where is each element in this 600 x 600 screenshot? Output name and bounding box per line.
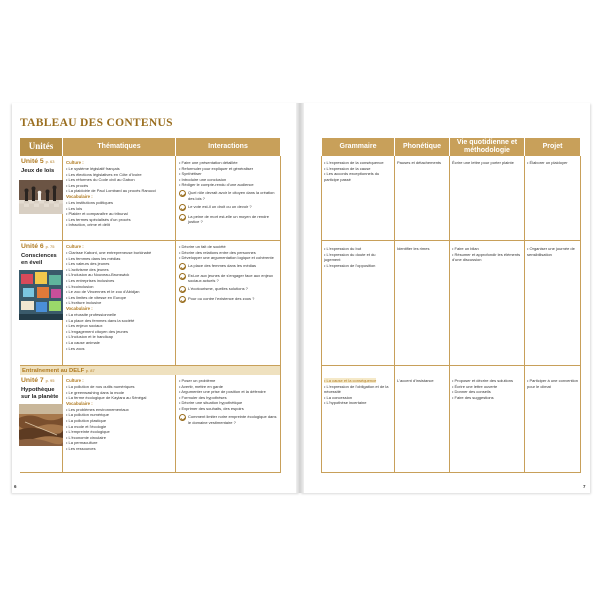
list-item: • Les ressources: [66, 445, 96, 451]
header-phonetique: Phonétique: [395, 138, 449, 156]
list-item: • Décrire une situation hypothétique: [179, 400, 243, 406]
grid-line: [394, 156, 395, 472]
list-item: • L'inclusion et le handicap: [66, 334, 114, 340]
list-item: • La pollution plastique: [66, 418, 107, 423]
list-item: • Le greenwashing dans la mode: [66, 389, 125, 395]
list-item: • L'expression du doute et du jugement: [324, 251, 376, 263]
list-item: • L'activisme des jeunes: [66, 266, 109, 272]
list-item: • Rédiger le compte-rendu d'une audience: [179, 182, 254, 188]
list-item: • La concession: [324, 394, 353, 400]
list-item: • Les procès: [66, 182, 89, 188]
unit-6-interactions: [179, 244, 279, 303]
discussion-icon: [179, 414, 186, 421]
discussion-question: L'écotourisme, quelles solutions ?: [179, 286, 279, 293]
grid-line: [20, 240, 281, 241]
page-number-left: 6: [14, 484, 17, 489]
unit-6-page: p. 75: [45, 244, 55, 249]
list-item: Pauses et détachements: [397, 160, 442, 165]
list-item: • L'hypothèse incertaine: [324, 400, 367, 406]
discussion-icon: [179, 204, 186, 211]
grid-line: [175, 156, 176, 472]
unit-5-title: [21, 158, 54, 165]
list-item: • Le zoo de Vincennes et le zoo d'Abidjan: [66, 289, 140, 295]
list-item: • Formuler des hypothèses: [179, 394, 227, 400]
list-item: • La cause animale: [66, 339, 100, 345]
list-item: • Les accords exceptionnels du participe passé: [324, 171, 380, 182]
discussion-icon: [179, 190, 186, 197]
delf-label: Entraînement au DELF: [22, 368, 85, 374]
list-item: • Participer à une convention pour le climat: [527, 378, 578, 389]
unit-5-projet: [527, 160, 579, 166]
header-vie-quotidienne: [450, 138, 524, 156]
list-item: • Résumer et approfondir les éléments d'une discussion: [452, 251, 521, 263]
list-item: • Reformuler pour expliquer et généraliser: [179, 165, 254, 171]
list-item: • Proposer et décrire des solutions: [452, 378, 513, 383]
discussion-question: La place des femmes dans les médias: [179, 263, 279, 270]
grid-line: [580, 156, 581, 472]
grid-line: [321, 156, 322, 472]
highlighted-item: • La cause et la conséquence: [324, 378, 377, 383]
list-item: • L'expression de la conséquence: [324, 160, 384, 165]
list-item: • Les termes spécialisés d'un procès: [66, 216, 131, 222]
list-item: • Exprimer des souhaits, des espoirs: [179, 405, 244, 411]
list-item: • Les valeurs des jeunes: [66, 261, 110, 267]
discussion-question: Est-ce aux jeunes de s'engager face aux enjeux sociaux actuels ?: [179, 273, 279, 284]
list-item: • Infraction, crime et délit: [66, 222, 110, 228]
unit-6-title: [21, 243, 54, 250]
discussion-question: La peine de mort est-elle un moyen de rendre justice ?: [179, 214, 279, 225]
protest-signs-image: [19, 270, 63, 320]
document-title: TABLEAU DES CONTENUS: [20, 117, 173, 129]
header-units: Unités: [20, 138, 62, 156]
list-item: • La pollution numérique: [66, 412, 109, 418]
unit-7-projet: [527, 378, 579, 389]
header-vie-line1: Vie quotidienne et: [456, 139, 518, 147]
unit-6-projet: [527, 246, 579, 257]
list-item: • Les institutions politiques: [66, 200, 113, 205]
list-item: • Synthétiser: [179, 171, 202, 177]
list-item: • L'expression de l'obligation et de la nécessité: [324, 383, 389, 395]
unit-6-number: Unité 6: [21, 243, 44, 250]
unit-6-phonetique: [397, 246, 448, 252]
list-item: • Donner des conseils: [452, 389, 491, 395]
list-item: • Introduire une conclusion: [179, 176, 227, 182]
grid-line: [321, 240, 581, 241]
list-item: • Les problèmes environnementaux: [66, 406, 129, 412]
list-item: • L'écoinclusion: [66, 283, 94, 289]
list-item: • Écrire une lettre ouverte: [452, 383, 498, 389]
list-item: • Les enjeux sociaux: [66, 323, 103, 329]
list-item: • La permaculture: [66, 440, 98, 446]
header-grammaire: Grammaire: [322, 138, 394, 156]
chess-image: [19, 180, 63, 214]
list-item: • La place des femmes dans la société: [66, 317, 135, 323]
list-item: • Élaborer un plaidoyer: [527, 160, 568, 165]
list-item: • Les zoos: [66, 345, 85, 351]
header-thematiques: Thématiques: [63, 138, 175, 156]
list-item: • Le système législatif français: [66, 166, 120, 172]
unit-5-interactions: [179, 160, 279, 225]
list-item: • L'inclusion au Nouveau-Brunswick: [66, 272, 130, 278]
list-item: • Les réformes du Code civil au Gabon: [66, 177, 135, 183]
page-number-right: 7: [583, 484, 586, 489]
unit-7-grammaire: [324, 378, 393, 406]
unit-7-number: Unité 7: [21, 377, 44, 384]
list-item: L'accent d'insistance: [397, 378, 434, 383]
list-item: • La réussite professionnelle: [66, 311, 117, 317]
unit-7-vocab-label: Vocabulaire :: [66, 400, 93, 406]
unit-7-culture-label: Culture :: [66, 378, 84, 383]
header-vie-line2: méthodologie: [464, 147, 510, 154]
list-item: Identifier les rimes: [397, 246, 430, 251]
list-item: • La ferme écologique de Kaylara au Sénégal: [66, 395, 147, 401]
unit-6-culture-label: Culture :: [66, 244, 84, 249]
list-item: • Décrire des relations entre des personnes: [179, 249, 256, 255]
list-item: • La pollution de nos outils numériques: [66, 384, 135, 390]
discussion-icon: [179, 263, 186, 270]
header-projet: Projet: [525, 138, 580, 156]
unit-5-grammaire: [324, 160, 393, 182]
unit-7-thematiques: [66, 378, 174, 452]
unit-7-vie-quotidienne: [452, 378, 523, 400]
delf-training-row: [20, 366, 280, 375]
unit-6-thematiques: [66, 244, 174, 351]
book-gutter: [296, 103, 304, 493]
list-item: • La mode et l'écologie: [66, 423, 107, 429]
grid-line: [524, 156, 525, 472]
discussion-question: Quel rôle devrait avoir le citoyen dans la création des lois ?: [179, 190, 279, 201]
list-item: • L'expression de l'opposition: [324, 262, 376, 268]
unit-6-vocab-label: Vocabulaire :: [66, 305, 93, 311]
unit-5-phonetique: [397, 160, 448, 166]
list-item: • L'écriture inclusive: [66, 300, 102, 306]
unit-5-number: Unité 5: [21, 158, 44, 165]
discussion-icon: [179, 286, 186, 293]
list-item: • Faire un bilan: [452, 246, 479, 251]
list-item: • L'engagement citoyen des jeunes: [66, 328, 128, 334]
unit-5-vocab-label: Vocabulaire :: [66, 193, 93, 199]
discussion-question: Pour ou contre l'existence des zoos ?: [179, 296, 279, 303]
list-item: • L'expression du but: [324, 246, 362, 251]
unit-5-page: p. 63: [45, 159, 55, 164]
discussion-icon: [179, 273, 186, 280]
list-item: • Avertir, mettre en garde: [179, 383, 224, 389]
list-item: • Développer une argumentation logique et cohérente: [179, 255, 274, 261]
list-item: • Les femmes dans les médias: [66, 255, 121, 261]
list-item: Écrire une lettre pour porter plainte: [452, 160, 514, 165]
list-item: • Les élections législatives en Côte d'Ivoire: [66, 171, 142, 177]
list-item: • Les entreprises inclusives: [66, 277, 115, 283]
discussion-icon: [179, 214, 186, 221]
grid-line: [20, 472, 281, 473]
grid-line: [321, 365, 581, 366]
unit-7-interactions: [179, 378, 279, 425]
discussion-question: Comment limiter notre empreinte écologique dans le domaine vestimentaire ?: [179, 414, 279, 425]
unit-7-phonetique: [397, 378, 448, 384]
list-item: • Les limites de vitesse en Europe: [66, 294, 127, 300]
unit-5-vie-quotidienne: [452, 160, 523, 166]
unit-6-grammaire: [324, 246, 393, 268]
unit-5-thematiques: [66, 160, 174, 228]
grid-line: [280, 156, 281, 472]
unit-5-subtitle: Jeux de lois: [21, 168, 55, 174]
list-item: • Argumenter une prise de position et la défendre: [179, 389, 266, 395]
unit-6-subtitle: Consciences en éveil: [21, 253, 57, 266]
list-item: • La plaidoirie de Paul Lombard au procès Ranucci: [66, 188, 156, 194]
unit-7-subtitle: Hypothèque sur la planète: [21, 387, 59, 400]
discussion-icon: [179, 296, 186, 303]
list-item: • Les lois: [66, 205, 83, 211]
discussion-question: Le vote est-il un droit ou un devoir ?: [179, 204, 279, 211]
list-item: • L'empreinte écologique: [66, 429, 110, 435]
header-interactions: Interactions: [176, 138, 280, 156]
list-item: • Plaider et comparaître au tribunal: [66, 211, 128, 217]
unit-6-vie-quotidienne: [452, 246, 523, 263]
unit-5-culture-label: Culture :: [66, 160, 84, 165]
list-item: • Décrire un fait de société: [179, 244, 226, 249]
list-item: • Faire des suggestions: [452, 394, 494, 400]
list-item: • L'économie circulaire: [66, 434, 106, 440]
list-item: • Clarisse Kabont, une entrepreneuse burkinabè: [66, 250, 152, 256]
grid-line: [449, 156, 450, 472]
list-item: • L'expression de la cause: [324, 165, 371, 171]
list-item: • Poser un problème: [179, 378, 216, 383]
list-item: • Organiser une journée de sensibilisation: [527, 246, 575, 257]
unit-7-title: [21, 377, 54, 384]
delf-page: p. 87: [85, 368, 95, 373]
list-item: • Faire une présentation détaillée: [179, 160, 238, 165]
grid-line: [321, 472, 581, 473]
unit-7-page: p. 95: [45, 378, 55, 383]
landscape-image: [19, 404, 63, 446]
